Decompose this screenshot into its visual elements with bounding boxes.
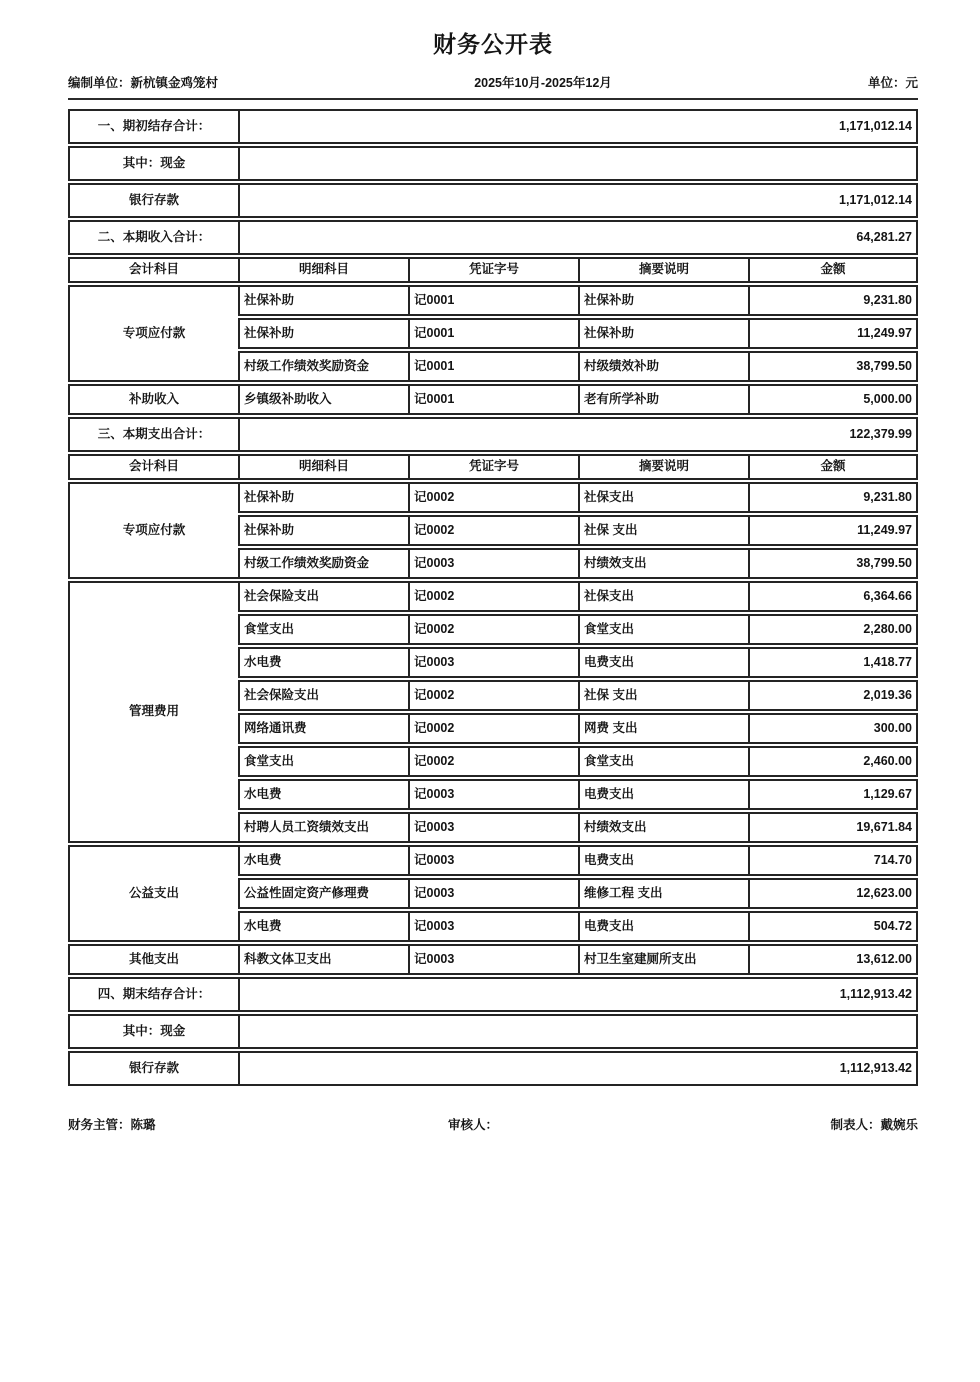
detail-cell: 村级工作绩效奖励资金 xyxy=(238,351,408,382)
amount-cell: 9,231.80 xyxy=(748,285,918,316)
voucher-cell: 记0001 xyxy=(408,384,578,415)
voucher-cell: 记0002 xyxy=(408,581,578,612)
amount-cell: 9,231.80 xyxy=(748,482,918,513)
summary-cell: 村卫生室建厕所支出 xyxy=(578,944,748,975)
summary-cell: 食堂支出 xyxy=(578,614,748,645)
opening-bank-row xyxy=(68,183,918,218)
summary-cell: 老有所学补助 xyxy=(578,384,748,415)
voucher-cell: 记0001 xyxy=(408,285,578,316)
detail-cell: 水电费 xyxy=(238,647,408,678)
detail-cell: 社保补助 xyxy=(238,515,408,546)
amount-cell: 11,249.97 xyxy=(748,515,918,546)
expense-row xyxy=(68,944,918,975)
summary-row-amount: 1,171,012.14 xyxy=(238,183,918,218)
expense-total-row xyxy=(68,417,918,452)
voucher-cell: 记0002 xyxy=(408,515,578,546)
amount-cell: 2,460.00 xyxy=(748,746,918,777)
amount-cell: 300.00 xyxy=(748,713,918,744)
detail-cell: 社会保险支出 xyxy=(238,680,408,711)
column-header: 会计科目 xyxy=(68,454,238,480)
summary-row-label: 银行存款 xyxy=(68,183,238,218)
summary-row-label: 银行存款 xyxy=(68,1051,238,1086)
opening-total-row xyxy=(68,109,918,144)
summary-row-amount xyxy=(238,1014,918,1049)
voucher-cell: 记0003 xyxy=(408,944,578,975)
finance-table xyxy=(68,107,918,1088)
subject-cell: 其他支出 xyxy=(68,944,238,975)
column-header: 明细科目 xyxy=(238,257,408,283)
summary-row-label: 其中：现金 xyxy=(68,146,238,181)
voucher-cell: 记0002 xyxy=(408,746,578,777)
summary-cell: 社保 支出 xyxy=(578,680,748,711)
amount-cell: 714.70 xyxy=(748,845,918,876)
voucher-cell: 记0003 xyxy=(408,548,578,579)
amount-cell: 19,671.84 xyxy=(748,812,918,843)
voucher-cell: 记0001 xyxy=(408,318,578,349)
detail-cell: 食堂支出 xyxy=(238,746,408,777)
detail-cell: 村聘人员工资绩效支出 xyxy=(238,812,408,843)
summary-row-amount: 1,171,012.14 xyxy=(238,109,918,144)
subject-cell: 专项应付款 xyxy=(68,482,238,579)
summary-row-label: 一、期初结存合计： xyxy=(68,109,238,144)
voucher-cell: 记0002 xyxy=(408,482,578,513)
summary-cell: 电费支出 xyxy=(578,911,748,942)
detail-cell: 公益性固定资产修理费 xyxy=(238,878,408,909)
summary-row-label: 三、本期支出合计： xyxy=(68,417,238,452)
amount-cell: 1,418.77 xyxy=(748,647,918,678)
info-bar xyxy=(68,73,918,100)
voucher-cell: 记0003 xyxy=(408,647,578,678)
column-header: 摘要说明 xyxy=(578,257,748,283)
preparer-signature: 制表人：戴婉乐 xyxy=(830,1118,918,1132)
detail-cell: 网络通讯费 xyxy=(238,713,408,744)
closing-cash-row xyxy=(68,1014,918,1049)
summary-row-amount: 1,112,913.42 xyxy=(238,977,918,1012)
closing-bank-row xyxy=(68,1051,918,1086)
amount-cell: 13,612.00 xyxy=(748,944,918,975)
voucher-cell: 记0003 xyxy=(408,878,578,909)
expense-row xyxy=(68,482,918,513)
voucher-cell: 记0002 xyxy=(408,680,578,711)
detail-cell: 食堂支出 xyxy=(238,614,408,645)
summary-row-amount xyxy=(238,146,918,181)
closing-total-row xyxy=(68,977,918,1012)
prepared-by: 编制单位：新杭镇金鸡笼村 xyxy=(68,76,219,90)
expense-row xyxy=(68,581,918,612)
column-header: 凭证字号 xyxy=(408,257,578,283)
income-total-row xyxy=(68,220,918,255)
detail-cell: 水电费 xyxy=(238,845,408,876)
amount-cell: 6,364.66 xyxy=(748,581,918,612)
amount-cell: 2,019.36 xyxy=(748,680,918,711)
summary-row-amount: 64,281.27 xyxy=(238,220,918,255)
income-row xyxy=(68,384,918,415)
income-header-row xyxy=(68,257,918,283)
summary-row-amount: 1,112,913.42 xyxy=(238,1051,918,1086)
income-row xyxy=(68,285,918,316)
detail-cell: 社保补助 xyxy=(238,318,408,349)
subject-cell: 管理费用 xyxy=(68,581,238,843)
column-header: 摘要说明 xyxy=(578,454,748,480)
detail-cell: 乡镇级补助收入 xyxy=(238,384,408,415)
summary-cell: 村绩效支出 xyxy=(578,812,748,843)
voucher-cell: 记0002 xyxy=(408,713,578,744)
amount-cell: 38,799.50 xyxy=(748,548,918,579)
summary-cell: 社保补助 xyxy=(578,318,748,349)
summary-cell: 村级绩效补助 xyxy=(578,351,748,382)
amount-cell: 2,280.00 xyxy=(748,614,918,645)
amount-cell: 504.72 xyxy=(748,911,918,942)
subject-cell: 公益支出 xyxy=(68,845,238,942)
summary-row-amount: 122,379.99 xyxy=(238,417,918,452)
summary-row-label: 四、期末结存合计： xyxy=(68,977,238,1012)
subject-cell: 专项应付款 xyxy=(68,285,238,382)
reviewer-signature: 审核人： xyxy=(447,1118,498,1132)
column-header: 金额 xyxy=(748,257,918,283)
voucher-cell: 记0003 xyxy=(408,911,578,942)
column-header: 凭证字号 xyxy=(408,454,578,480)
column-header: 明细科目 xyxy=(238,454,408,480)
summary-cell: 社保 支出 xyxy=(578,515,748,546)
detail-cell: 社保补助 xyxy=(238,285,408,316)
summary-row-label: 其中：现金 xyxy=(68,1014,238,1049)
voucher-cell: 记0003 xyxy=(408,812,578,843)
amount-cell: 11,249.97 xyxy=(748,318,918,349)
amount-cell: 5,000.00 xyxy=(748,384,918,415)
detail-cell: 科教文体卫支出 xyxy=(238,944,408,975)
opening-cash-row xyxy=(68,146,918,181)
summary-cell: 社保支出 xyxy=(578,482,748,513)
summary-cell: 社保补助 xyxy=(578,285,748,316)
summary-row-label: 二、本期收入合计： xyxy=(68,220,238,255)
voucher-cell: 记0002 xyxy=(408,614,578,645)
summary-cell: 社保支出 xyxy=(578,581,748,612)
finance-manager-signature: 财务主管：陈璐 xyxy=(68,1118,156,1132)
summary-cell: 电费支出 xyxy=(578,647,748,678)
page-title: 财务公开表 xyxy=(433,31,553,57)
report-period: 2025年10月-2025年12月 xyxy=(474,76,612,90)
detail-cell: 村级工作绩效奖励资金 xyxy=(238,548,408,579)
summary-cell: 食堂支出 xyxy=(578,746,748,777)
summary-cell: 维修工程 支出 xyxy=(578,878,748,909)
detail-cell: 社会保险支出 xyxy=(238,581,408,612)
column-header: 会计科目 xyxy=(68,257,238,283)
summary-cell: 网费 支出 xyxy=(578,713,748,744)
voucher-cell: 记0003 xyxy=(408,779,578,810)
detail-cell: 水电费 xyxy=(238,911,408,942)
column-header: 金额 xyxy=(748,454,918,480)
amount-cell: 12,623.00 xyxy=(748,878,918,909)
summary-cell: 电费支出 xyxy=(578,779,748,810)
detail-cell: 社保补助 xyxy=(238,482,408,513)
voucher-cell: 记0001 xyxy=(408,351,578,382)
expense-row xyxy=(68,845,918,876)
summary-cell: 电费支出 xyxy=(578,845,748,876)
detail-cell: 水电费 xyxy=(238,779,408,810)
amount-cell: 38,799.50 xyxy=(748,351,918,382)
currency-unit: 单位：元 xyxy=(867,76,918,90)
summary-cell: 村绩效支出 xyxy=(578,548,748,579)
amount-cell: 1,129.67 xyxy=(748,779,918,810)
expense-header-row xyxy=(68,454,918,480)
signature-bar xyxy=(68,1115,918,1133)
subject-cell: 补助收入 xyxy=(68,384,238,415)
voucher-cell: 记0003 xyxy=(408,845,578,876)
